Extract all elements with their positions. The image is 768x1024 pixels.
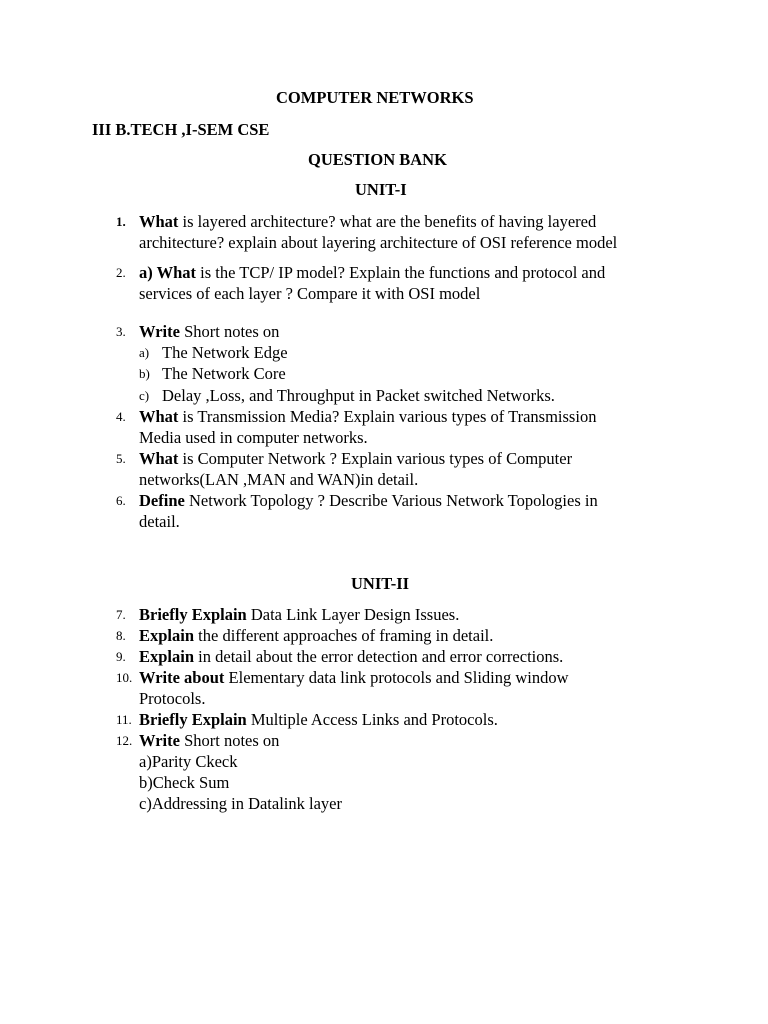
- question-11-line-1: Briefly Explain Multiple Access Links and Protocols.: [139, 710, 498, 729]
- question-2-line-1: a) What is the TCP/ IP model? Explain the functions and protocol and: [139, 263, 606, 282]
- question-number: 8.: [116, 628, 126, 643]
- question-number: 2.: [116, 265, 126, 280]
- question-5-line-2: networks(LAN ,MAN and WAN)in detail.: [139, 470, 419, 489]
- question-10-line-2: Protocols.: [139, 689, 206, 708]
- sub-item-text: The Network Edge: [162, 343, 288, 362]
- question-8-line-1: Explain the different approaches of framing in detail.: [139, 626, 494, 645]
- question-6-line-2: detail.: [139, 512, 180, 531]
- question-4-line-1: What is Transmission Media? Explain various types of Transmission: [139, 407, 597, 426]
- question-12-sub-b: b)Check Sum: [139, 773, 230, 792]
- question-number: 11.: [116, 712, 132, 727]
- question-number: 7.: [116, 607, 126, 622]
- question-4-line-2: Media used in computer networks.: [139, 428, 368, 447]
- document-title: COMPUTER NETWORKS: [276, 88, 474, 107]
- sub-item-text: Delay ,Loss, and Throughput in Packet switched Networks.: [162, 386, 555, 405]
- question-number: 1.: [116, 214, 126, 229]
- question-12-line-1: Write Short notes on: [139, 731, 280, 750]
- question-number: 9.: [116, 649, 126, 664]
- sub-item-label: c): [139, 388, 150, 403]
- question-9-line-1: Explain in detail about the error detection and error corrections.: [139, 647, 564, 666]
- question-3-line-1: Write Short notes on: [139, 322, 280, 341]
- question-5-line-1: What is Computer Network ? Explain various types of Computer: [139, 449, 573, 468]
- unit-2-heading: UNIT-II: [351, 574, 410, 593]
- question-number: 4.: [116, 409, 126, 424]
- question-number: 6.: [116, 493, 126, 508]
- question-number: 3.: [116, 324, 126, 339]
- question-7-line-1: Briefly Explain Data Link Layer Design Issues.: [139, 605, 460, 624]
- question-number: 5.: [116, 451, 126, 466]
- question-number: 10.: [116, 670, 133, 685]
- question-10-line-1: Write about Elementary data link protocols and Sliding window: [139, 668, 569, 687]
- sub-item-text: The Network Core: [162, 364, 286, 383]
- question-1-line-2: architecture? explain about layering architecture of OSI reference model: [139, 233, 618, 252]
- question-1-line-1: What is layered architecture? what are the benefits of having layered: [139, 212, 597, 231]
- question-6-line-1: Define Network Topology ? Describe Various Network Topologies in: [139, 491, 598, 510]
- sub-item-label: a): [139, 345, 150, 360]
- question-bank-title: QUESTION BANK: [308, 150, 447, 169]
- question-2-line-2: services of each layer ? Compare it with OSI model: [139, 284, 481, 303]
- question-number: 12.: [116, 733, 133, 748]
- sub-item-label: b): [139, 366, 150, 381]
- course-label: III B.TECH ,I-SEM CSE: [92, 120, 270, 139]
- unit-1-heading: UNIT-I: [355, 180, 407, 199]
- question-12-sub-c: c)Addressing in Datalink layer: [139, 794, 342, 813]
- question-12-sub-a: a)Parity Ckeck: [139, 752, 238, 771]
